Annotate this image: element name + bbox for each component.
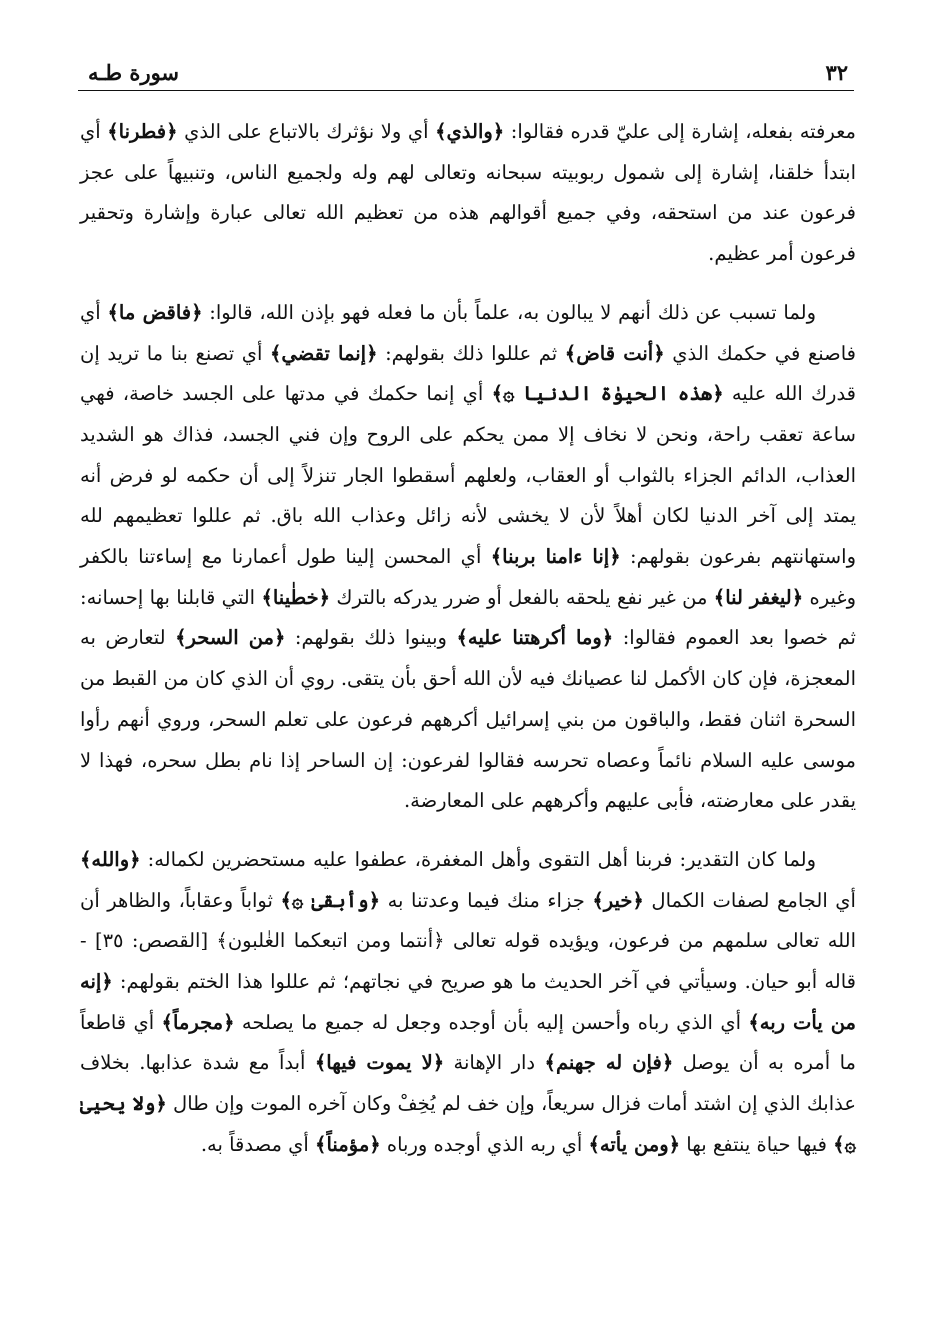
quran-quote: ﴿والله﴾ bbox=[80, 847, 141, 871]
quran-quote: ﴿ولا يحيىٰ ۞﴾ bbox=[80, 1092, 856, 1156]
quran-quote: ﴿أنت قاض﴾ bbox=[564, 341, 665, 365]
quran-quote: ﴿إنا ءامنا بربنا﴾ bbox=[490, 545, 621, 569]
text-run: أي إنما حكمك في مدتها على الجسد خاصة، فهي ساعة تعقب راحة، ونحن لا نخاف إلا ممن يحكم على الروح وإن فني الجسد، فذاك هو الشديد العذاب، الدائم الجزاء بالثواب أو العقاب، ولعلهم أسقطوا الجار تنزلاً إلى أن حكمه لو فرض أنه يمتد إلى آخر الدنيا لكان أهلاً لأن لا يخشى لأنه زائل وعذاب الله باق. ثم عللوا تعظيمهم لله واستهانتهم بفرعون بقولهم: bbox=[80, 382, 856, 569]
text-run: أي الذي رباه وأحسن إليه بأن أوجده وجعل له جميع ما يصلحه bbox=[234, 1010, 749, 1034]
quran-quote: ﴿إنما تقضي﴾ bbox=[269, 341, 378, 365]
text-run: ولما كان التقدير: فربنا أهل التقوى وأهل المغفرة، عطفوا عليه مستحضرين لكماله: bbox=[140, 847, 816, 871]
text-run: أي مصدقاً به. bbox=[200, 1132, 316, 1156]
text-run: أي قاطعاً ما أمره به أن يوصل bbox=[80, 1010, 856, 1075]
quran-quote: ﴿من السحر﴾ bbox=[175, 626, 286, 650]
quran-quote: ﴿ومن يأته﴾ bbox=[588, 1132, 681, 1156]
text-run: التي قابلنا بها إحسانه: ثم خصوا بعد العموم فقالوا: bbox=[80, 585, 856, 650]
body-text bbox=[80, 112, 856, 1166]
paragraph-2 bbox=[80, 293, 856, 822]
text-run: ثم عللوا ذلك بقولهم: bbox=[377, 341, 565, 365]
text-run: لتعارض به المعجزة، فإن كان الأكمل لنا عصيانك فيه لأن الله أحق بأن يتقى. روي أن الذي كان من القبط من السحرة اثنان فقط، والباقون من بني إسرائيل أكرههم فرعون على تعلم السحر، وروي أنهم رأوا موسى عليه السلام نائماً وعصاه تحرسه فقالوا لفرعون: إن الساحر إذا نام بطل سحره، فهذا لا يقدر على معارضته، فأبى عليهم وأكرههم على المعارضة. bbox=[80, 626, 856, 813]
quran-quote: ﴿والذي﴾ bbox=[435, 120, 505, 143]
quran-quote: ﴿هذه الحيوٰة الدنيا ۞﴾ bbox=[491, 382, 724, 406]
text-run: أي تصنع بنا ما تريد إن قدرك الله عليه bbox=[80, 341, 856, 406]
quran-quote: ﴿فإن له جهنم﴾ bbox=[544, 1051, 674, 1075]
text-run: معرفته بفعله، إشارة إلى عليّ قدره فقالوا: bbox=[504, 120, 856, 143]
text-run: ولما تسبب عن ذلك أنهم لا يبالون به، علماً بأن ما فعله فهو بإذن الله، قالوا: bbox=[202, 300, 816, 324]
quran-quote: ﴿ليغفر لنا﴾ bbox=[713, 585, 804, 609]
quran-quote: ﴿وأبقىٰ ۞﴾ bbox=[280, 888, 381, 912]
paragraph-1 bbox=[80, 112, 856, 275]
quran-quote: ﴿مؤمناً﴾ bbox=[315, 1132, 381, 1156]
quran-quote: ﴿وما أكرهتنا عليه﴾ bbox=[456, 626, 614, 650]
quran-quote: ﴿خير﴾ bbox=[592, 888, 644, 912]
text-run: أي ولا نؤثرك بالاتباع على الذي bbox=[177, 120, 436, 143]
page-number: ٣٢ bbox=[825, 60, 848, 85]
quran-quote: ﴿مجرماً﴾ bbox=[161, 1010, 235, 1034]
paragraph-3 bbox=[80, 840, 856, 1166]
text-run: جزاء منك فيما وعدتنا به bbox=[380, 888, 593, 912]
text-run: أي المحسن إلينا طول أعمارنا مع إساءتنا بالكفر وغيره bbox=[80, 545, 856, 609]
quran-quote: ﴿فطرنا﴾ bbox=[107, 120, 178, 143]
text-run: ثواباً وعقاباً، والظاهر أن الله تعالى سلمهم من فرعون، ويؤيده قوله تعالى bbox=[80, 888, 856, 953]
text-run: أي فاصنع في حكمك الذي bbox=[80, 300, 857, 365]
running-header bbox=[78, 58, 854, 91]
text-run: فيها حياة ينتفع بها bbox=[680, 1132, 834, 1156]
text-run: أي ابتدأ خلقنا، إشارة إلى شمول ربوبيته سبحانه وتعالى لهم وله ولجميع الناس، وتنبيهاً على عجز فرعون عند من استحقه، وفي جميع أقوالهم هذه من تعظيم الله تعالى عبارة وإشارة وتحقير فرعون أمر عظيم. bbox=[80, 120, 856, 266]
text-run: أي الجامع لصفات الكمال bbox=[643, 888, 856, 912]
quran-quote: ﴿خطٰينا﴾ bbox=[261, 585, 331, 609]
quran-quote: ﴿لا يموت فيها﴾ bbox=[314, 1051, 445, 1075]
quran-quote: ﴿فاقض ما﴾ bbox=[107, 300, 203, 324]
text-run: دار الإهانة bbox=[444, 1051, 545, 1075]
text-run: من غير نفع يلحقه بالفعل أو ضرر يدركه بالترك bbox=[330, 585, 714, 609]
text-run: أبداً مع شدة عذابها. بخلاف عذابك الذي إن اشتد أمات فزال سريعاً، وإن خف لم يُخِفْ وكان آخره الموت وإن طال bbox=[80, 1051, 856, 1116]
surah-title: سورة طـه bbox=[88, 60, 180, 85]
text-run: ﴿أنتما ومن اتبعكما الغٰلبون﴾ [القصص: ٣٥] - قاله أبو حيان. وسيأتي في آخر الحديث ما هو صريح في نجاتهم؛ ثم عللوا هذا الختم بقولهم: bbox=[80, 929, 856, 994]
text-run: أي ربه الذي أوجده ورباه bbox=[380, 1132, 589, 1156]
text-run: وبينوا ذلك بقولهم: bbox=[285, 626, 457, 650]
quran-quote: ﴿إنه من يأت ربه﴾ bbox=[80, 970, 856, 1034]
